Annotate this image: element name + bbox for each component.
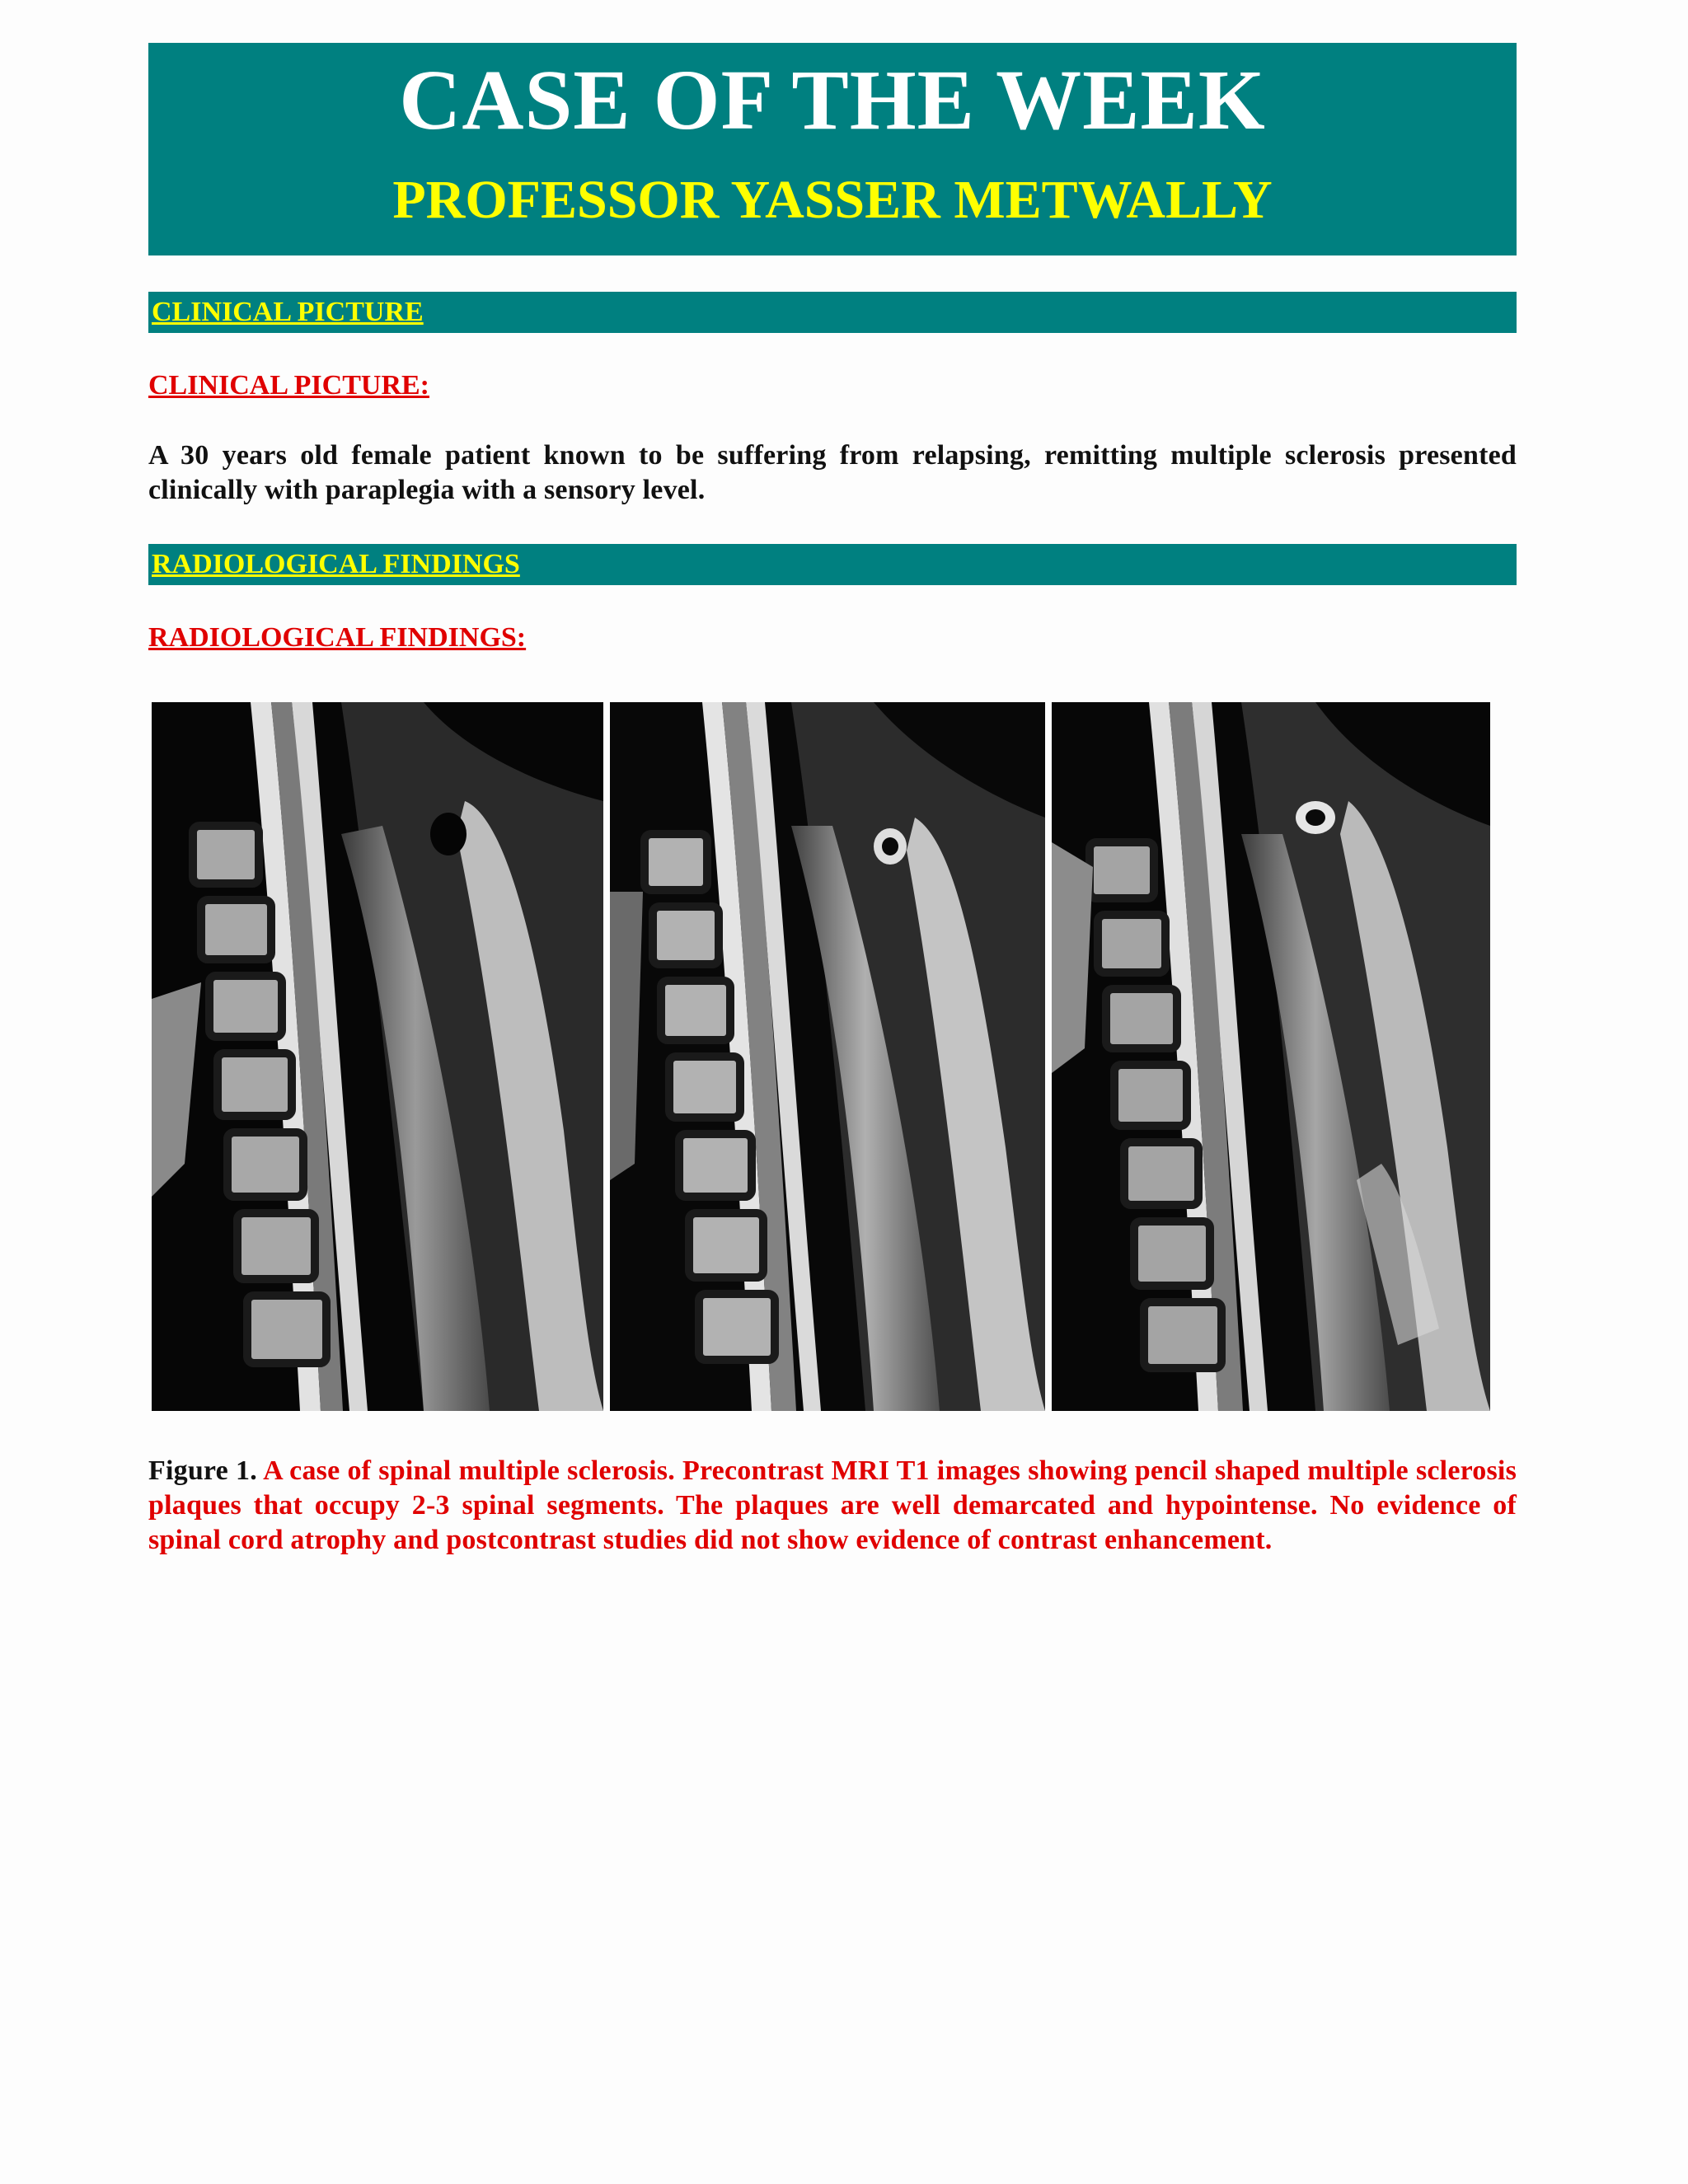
section-bar-clinical-picture <box>148 292 1517 333</box>
title-banner <box>148 43 1517 255</box>
section-bar-clinical-label[interactable]: CLINICAL PICTURE <box>152 297 424 327</box>
mri-image-2-graphic <box>610 702 1045 1411</box>
mri-image-1-graphic <box>152 702 603 1411</box>
radiological-findings-heading: RADIOLOGICAL FINDINGS: <box>148 622 527 653</box>
clinical-picture-heading: CLINICAL PICTURE: <box>148 370 429 401</box>
clinical-picture-text: A 30 years old female patient known to be suffering from relapsing, remitting multiple sclerosis presented clinically with paraplegia with a sensory level. <box>148 440 1517 505</box>
mri-figure <box>152 702 1490 1411</box>
figure-caption <box>148 1454 1517 1558</box>
figure-caption-text: A case of spinal multiple sclerosis. Precontrast MRI T1 images showing pencil shaped multiple sclerosis plaques that occupy 2-3 spinal segments. The plaques are well demarcated and hypointense. No evidence of spinal cord atrophy and postcontrast studies did not show evidence of contrast enhancement. <box>148 1455 1517 1555</box>
banner-title: CASE OF THE WEEK <box>399 53 1266 148</box>
banner-subtitle: PROFESSOR YASSER METWALLY <box>392 170 1273 230</box>
mri-image-2 <box>610 702 1045 1411</box>
figure-caption-label: Figure 1. <box>148 1455 257 1486</box>
mri-image-1 <box>152 702 603 1411</box>
document-page <box>148 43 1517 1558</box>
section-bar-radiological-findings <box>148 544 1517 585</box>
mri-image-3 <box>1052 702 1490 1411</box>
section-bar-radiological-label[interactable]: RADIOLOGICAL FINDINGS <box>152 549 520 579</box>
mri-image-3-graphic <box>1052 702 1490 1411</box>
